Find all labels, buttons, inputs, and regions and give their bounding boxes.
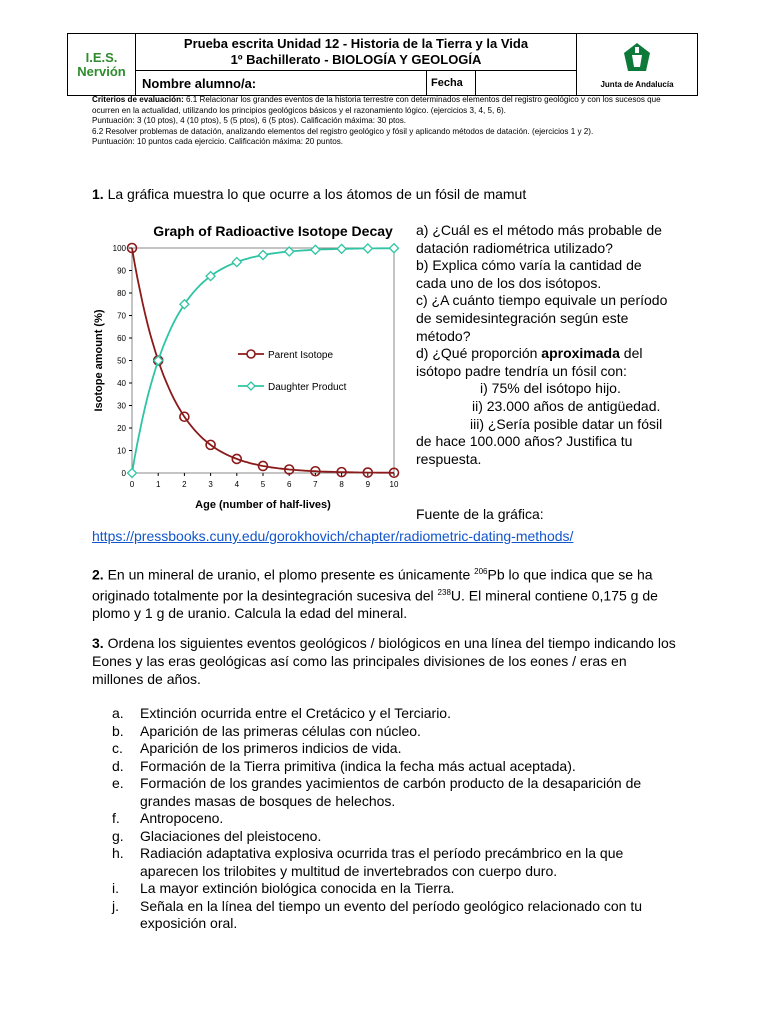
list-item (112, 828, 672, 846)
exam-title (136, 34, 577, 71)
question-1-intro (92, 186, 526, 202)
list-item-text: Glaciaciones del pleistoceno. (140, 827, 322, 844)
list-item (112, 880, 672, 898)
daughter-product-point (337, 244, 346, 253)
chart-title: Graph of Radioactive Isotope Decay (153, 223, 393, 239)
junta-andalucia-logo-icon (620, 41, 654, 73)
student-name-field[interactable] (136, 71, 427, 96)
list-item-text: Antropoceno. (140, 810, 224, 826)
list-marker: h. (112, 845, 124, 861)
legend-parent-label: Parent Isotope (268, 350, 334, 361)
question-1-subquestions (416, 222, 672, 468)
logo (577, 34, 698, 96)
question-2-sup-2: 238 (437, 587, 451, 597)
list-item-text: Aparición de los primeros indicios de vida. (140, 740, 402, 756)
list-marker: i. (112, 880, 119, 896)
exam-title-line-2: 1º Bachillerato - BIOLOGÍA Y GEOLOGÍA (230, 52, 482, 67)
y-tick-label: 10 (117, 446, 126, 456)
legend-parent-marker (247, 350, 255, 358)
daughter-product-point (390, 244, 399, 253)
y-tick-label: 60 (117, 334, 126, 343)
school-name (68, 34, 136, 96)
list-marker: f. (112, 810, 120, 826)
list-item-text: Extinción ocurrida entre el Cretácico y el Terciario. (140, 705, 451, 721)
criteria-2: Puntuación: 3 (10 ptos), 4 (10 ptos), 5 (5 ptos), 6 (5 ptos). Calificación máxima: 30 ptos. (92, 116, 407, 125)
question-2-text-3: U. El mineral contiene 0,175 g de plomo y 1 g de uranio. Calcula la edad del mineral. (92, 587, 658, 622)
y-tick-label: 100 (112, 244, 126, 253)
list-marker: g. (112, 827, 124, 844)
x-tick-label: 9 (365, 480, 371, 489)
list-item-text: La mayor extinción biológica conocida en la Tierra. (140, 880, 455, 896)
legend-daughter-marker (247, 382, 255, 390)
list-marker: d. (112, 757, 124, 774)
criteria-1 (92, 95, 682, 116)
daughter-product-point (128, 469, 137, 478)
question-1a: a) ¿Cuál es el método más probable de datación radiométrica utilizado? (416, 222, 662, 256)
daughter-product-point (259, 251, 268, 260)
list-item-text: Radiación adaptativa explosiva ocurrida tras el período precámbrico en la que aparecen los trilobites y multitud de invertebrados con cuerpo duro. (140, 845, 624, 879)
question-3-text: Ordena los siguientes eventos geológicos / biológicos en una línea del tiempo indicando los Eones y las eras geológicas así como las principales divisiones de los eones / eras en millones de años. (92, 635, 676, 687)
list-marker: e. (112, 775, 124, 791)
question-2-sup-1: 206 (474, 567, 488, 576)
list-marker: a. (112, 705, 124, 721)
list-item (112, 740, 672, 758)
logo-text: Junta de Andalucía (600, 79, 674, 89)
question-3-number: 3. (92, 635, 104, 651)
list-item (112, 845, 672, 880)
criteria-label: Criterios de evaluación: (92, 95, 184, 104)
list-marker: b. (112, 722, 124, 739)
y-tick-label: 80 (117, 289, 126, 298)
x-tick-label: 1 (155, 480, 161, 489)
events-list (112, 705, 672, 933)
list-item (112, 758, 672, 776)
plot-frame (132, 248, 394, 473)
x-tick-label: 3 (208, 480, 213, 489)
question-1d-i: i) 75% del isótopo hijo. (480, 380, 621, 397)
question-1c: c) ¿A cuánto tiempo equivale un período de semidesintegración según este método? (416, 292, 668, 344)
series-line-parent (132, 248, 394, 473)
list-item (112, 775, 672, 810)
x-tick-label: 2 (182, 480, 187, 489)
list-item-text: Señala en la línea del tiempo un evento del período geológico relacionado con tu exposición oral. (140, 897, 643, 931)
student-name-label: Nombre alumno/a: (142, 75, 257, 91)
question-1-number: 1. (92, 186, 104, 202)
x-tick-label: 0 (129, 480, 135, 489)
y-tick-label: 40 (117, 379, 126, 388)
list-item-text: Formación de los grandes yacimientos de carbón producto de la desaparición de grandes masas de bosques de helechos. (140, 775, 642, 809)
y-tick-label: 70 (117, 311, 126, 321)
y-tick-label: 50 (117, 356, 126, 366)
y-tick-label: 30 (117, 401, 126, 411)
x-tick-label: 8 (339, 480, 344, 489)
daughter-product-point (232, 258, 241, 267)
question-3 (92, 634, 677, 688)
question-1d-ii: ii) 23.000 años de antigüedad. (472, 397, 661, 414)
question-1d-iii: iii) ¿Sería posible datar un fósil de hace 100.000 años? Justifica tu respuesta. (416, 415, 663, 467)
x-tick-label: 4 (234, 480, 240, 489)
school-line-1: I.E.S. (85, 49, 118, 65)
school-line-2: Nervión (77, 63, 126, 79)
question-2-text-1: En un mineral de uranio, el plomo presente es únicamente (103, 566, 475, 583)
daughter-product-point (311, 245, 320, 254)
criteria-4: Puntuación: 10 puntos cada ejercicio. Calificación máxima: 20 puntos. (92, 137, 344, 146)
chart-source-label: Fuente de la gráfica: (416, 506, 544, 522)
x-tick-label: 7 (313, 480, 318, 489)
list-item (112, 810, 672, 828)
exam-title-line-1: Prueba escrita Unidad 12 - Historia de la Tierra y la Vida (183, 36, 529, 51)
list-item (112, 705, 672, 723)
evaluation-criteria (92, 95, 682, 148)
list-item-text: Formación de la Tierra primitiva (indica la fecha más actual aceptada). (140, 757, 576, 774)
question-1d-bold: aproximada (541, 345, 620, 362)
date-label-cell (427, 71, 476, 96)
question-1d (416, 345, 672, 380)
question-1-text: La gráfica muestra lo que ocurre a los átomos de un fósil de mamut (103, 186, 527, 202)
question-1d-post: del isótopo padre tendría un fósil con: (416, 345, 643, 379)
list-item-text: Aparición de las primeras células con núcleo. (140, 722, 421, 739)
list-marker: c. (112, 740, 123, 756)
list-marker: j. (112, 897, 119, 914)
list-item (112, 898, 672, 933)
list-item (112, 723, 672, 741)
y-tick-label: 20 (117, 424, 126, 433)
y-axis-label: Isotope amount (%) (93, 309, 105, 412)
header-table (67, 33, 698, 96)
criteria-text-1: 6.1 Relacionar los grandes eventos de la historia terrestre con determinados elementos del registro geológico y con los sucesos que ocurren en la actualidad, utilizando los principios geológicos básicos y el razonamiento lógico. (ejercicios 3, 4, 5, 6). (92, 95, 661, 115)
y-tick-label: 90 (117, 266, 126, 276)
chart-source-link[interactable]: https://pressbooks.cuny.edu/gorokhovich/chapter/radiometric-dating-methods/ (92, 528, 574, 544)
question-2-text-2: Pb lo que indica que se ha originado totalmente por la desintegración sucesiva del (92, 566, 653, 604)
question-2 (92, 563, 677, 622)
y-tick-label: 0 (121, 469, 126, 478)
daughter-product-point (363, 244, 372, 253)
question-2-number: 2. (92, 566, 104, 583)
x-axis-label: Age (number of half-lives) (195, 499, 331, 511)
criteria-3: 6.2 Resolver problemas de datación, analizando elementos del registro geológico y fósil y aplicando métodos de datación. (ejercicios 1 y 2). (92, 126, 594, 136)
x-tick-label: 5 (260, 480, 266, 489)
question-1d-pre: d) ¿Qué proporción (416, 345, 542, 362)
date-label: Fecha (431, 77, 463, 89)
question-1b: b) Explica cómo varía la cantidad de cada uno de los dos isótopos. (416, 257, 642, 291)
x-tick-label: 6 (286, 480, 292, 489)
legend-daughter-label: Daughter Product (268, 382, 347, 393)
date-field[interactable] (476, 71, 577, 96)
series-line-daughter (132, 248, 394, 473)
x-tick-label: 10 (389, 480, 399, 489)
isotope-decay-chart (88, 218, 408, 518)
